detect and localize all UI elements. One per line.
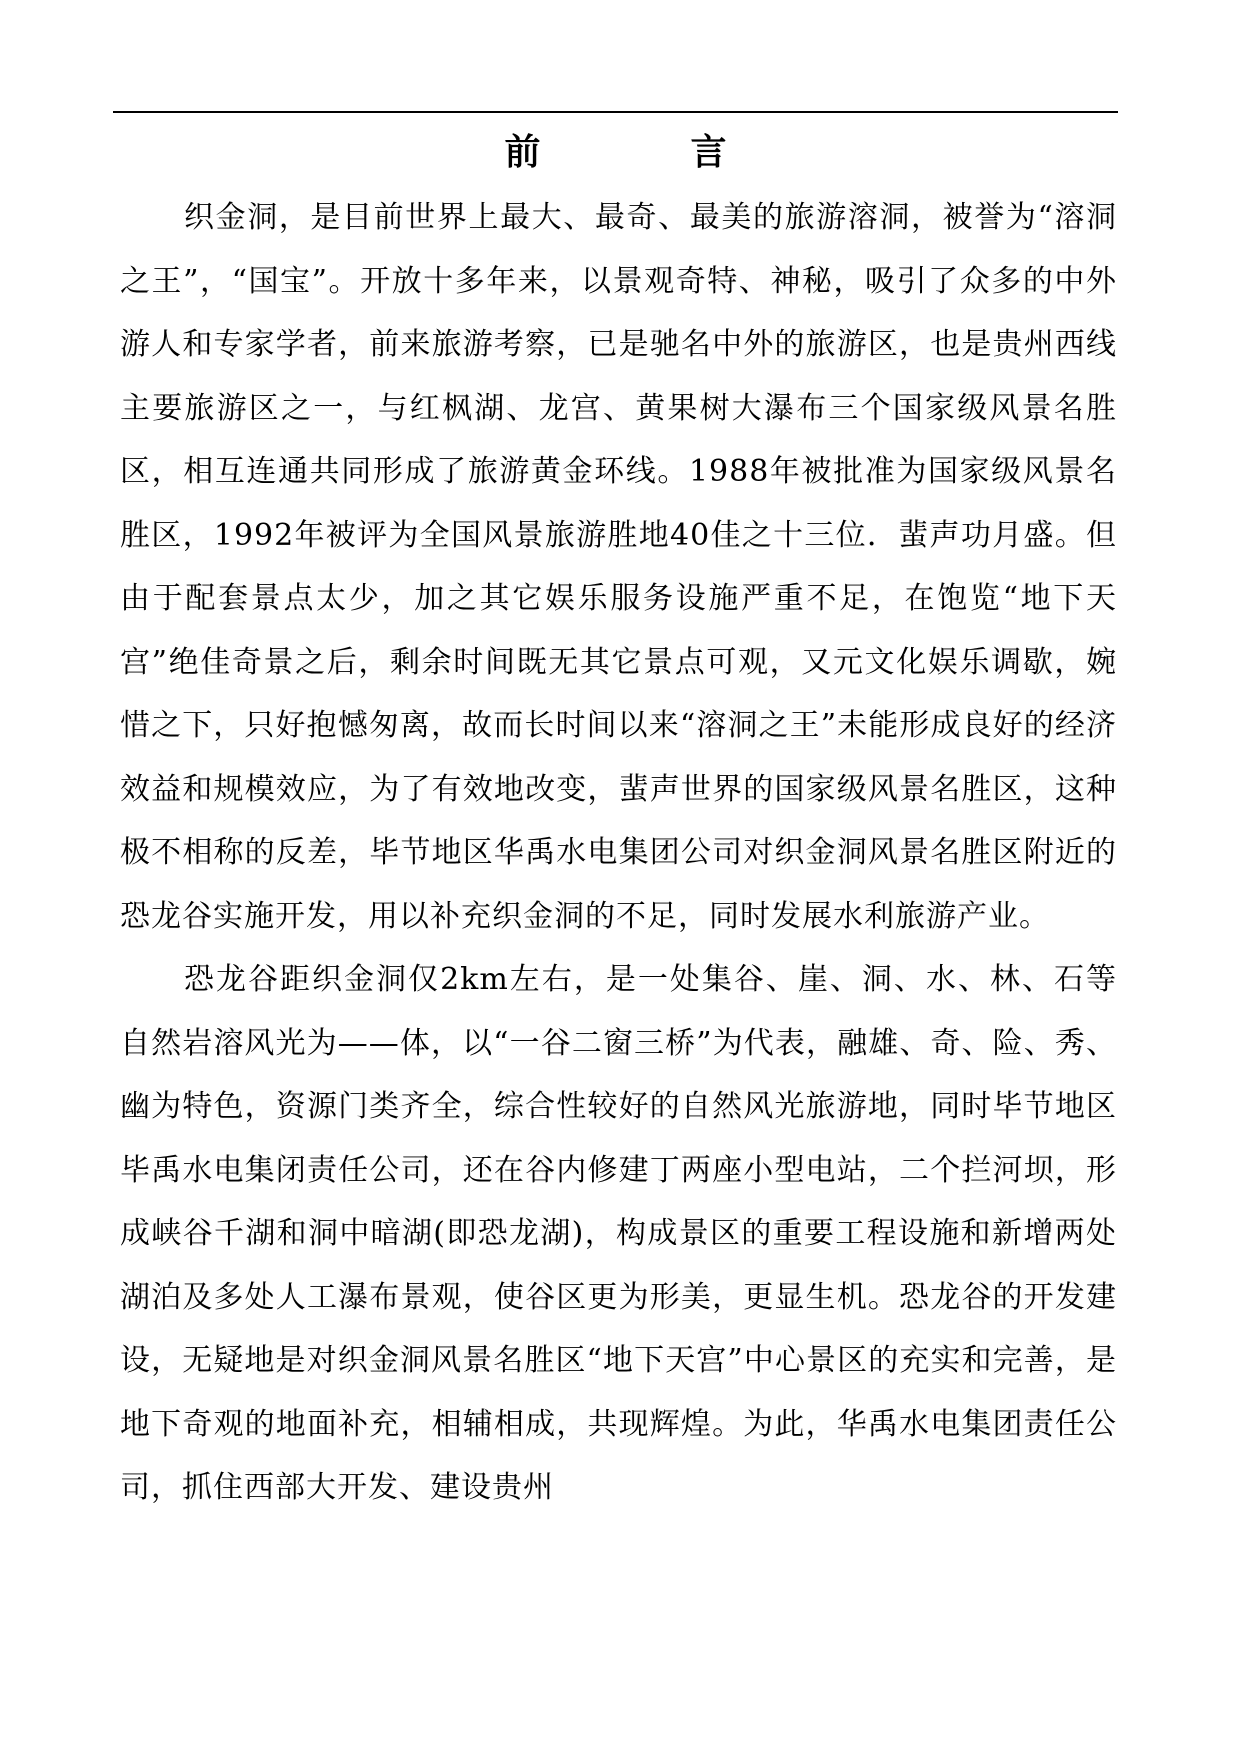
paragraph-dinosaur-valley: 恐龙谷距织金洞仅2km左右，是一处集谷、崖、洞、水、林、石等自然岩溶风光为——体，以“一谷二窗三桥”为代表，融雄、奇、险、秀、幽为特色，资源门类齐全，综合性较好的自然风光旅游地，同时毕节地区毕禹水电集闭责任公司，还在谷内修建丁两座小型电站，二个拦河坝，形成峡谷千湖和洞中暗湖(即恐龙湖)，构成景区的重要工程设施和新增两处湖泊及多处人工瀑布景观，使谷区更为形美，更显生机。恐龙谷的开发建设，无疑地是对织金洞风景名胜区“地下天宫”中心景区的充实和完善，是地下奇观的地面补充，相辅相成，共现辉煌。为此，华禹水电集团责任公司，抓住西部大开发、建设贵州 xyxy=(120,962,1117,1505)
page-title: 前言 xyxy=(504,131,877,173)
header-rule xyxy=(113,111,1118,113)
body-text xyxy=(120,186,1117,1520)
paragraph-intro: 织金洞，是目前世界上最大、最奇、最美的旅游溶洞，被誉为“溶洞之王”，“国宝”。开放十多年来，以景观奇特、神秘，吸引了众多的中外游人和专家学者，前来旅游考察，已是驰名中外的旅游区，也是贵州西线主要旅游区之一，与红枫湖、龙宫、黄果树大瀑布三个国家级风景名胜区，相互连通共同形成了旅游黄金环线。1988年被批准为国家级风景名胜区，1992年被评为全国风景旅游胜地40佳之十三位．蜚声功月盛。但由于配套景点太少，加之其它娱乐服务设施严重不足，在饱览“地下天宫”绝佳奇景之后，剩余时间既无其它景点可观，又元文化娱乐调歇，婉惜之下，只好抱憾匆离，故而长时间以来“溶洞之王”未能形成良好的经济效益和规模效应，为了有效地改变，蜚声世界的国家级风景名胜区，这种极不相称的反差，毕节地区华禹水电集团公司对织金洞风景名胜区附近的恐龙谷实施开发，用以补充织金洞的不足，同时发展水利旅游产业。 xyxy=(120,200,1117,934)
